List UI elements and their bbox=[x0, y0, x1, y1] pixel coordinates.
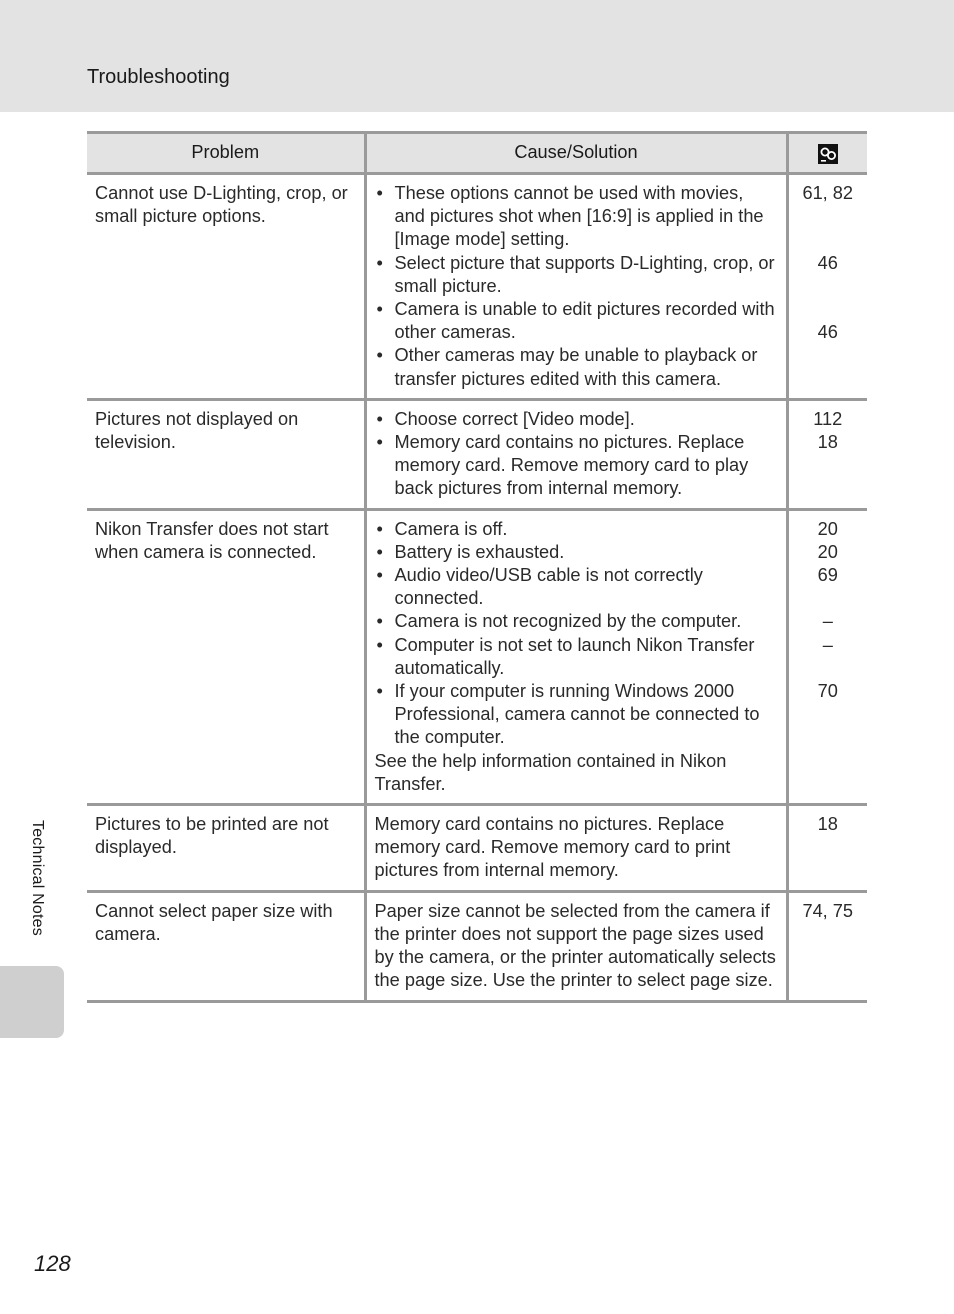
solution-item: • Camera is off. bbox=[375, 518, 778, 541]
page-reference: 20 bbox=[817, 518, 838, 539]
table-row bbox=[87, 805, 867, 892]
solution-list bbox=[375, 408, 778, 501]
problem-cell: Nikon Transfer does not start when camera is connected. bbox=[87, 509, 365, 804]
solution-item: • Choose correct [Video mode]. bbox=[375, 408, 778, 431]
column-header-reference bbox=[787, 133, 867, 174]
page-reference: 18 bbox=[817, 814, 838, 835]
section-tab bbox=[0, 966, 64, 1038]
solution-note: Paper size cannot be selected from the camera if the printer does not support the page sizes used by the camera, or the printer automatically selects the page size. Use the printer to select page size. bbox=[374, 900, 776, 991]
page-reference: 46 bbox=[817, 252, 838, 273]
page-reference-cell bbox=[787, 399, 867, 509]
solution-item: • Camera is not recognized by the computer. bbox=[375, 610, 778, 633]
table-row bbox=[87, 891, 867, 1001]
sidebar-section-label: Technical Notes bbox=[29, 820, 46, 936]
solution-item: • These options cannot be used with movies, and pictures shot when [16:9] is applied in the [Image mode] setting. bbox=[375, 182, 778, 252]
troubleshooting-table bbox=[87, 131, 867, 1003]
page-reference: 70 bbox=[817, 681, 838, 702]
page-reference: – bbox=[822, 611, 833, 632]
solution-cell bbox=[365, 805, 787, 892]
table-row bbox=[87, 174, 867, 400]
page-reference: 20 bbox=[817, 541, 838, 562]
solution-list bbox=[375, 182, 778, 391]
page-reference: 61, 82 bbox=[802, 183, 854, 203]
page-reference: 69 bbox=[817, 565, 838, 586]
page-header bbox=[0, 0, 954, 112]
solution-list bbox=[375, 518, 778, 750]
page-reference-cell bbox=[787, 174, 867, 400]
solution-item: • Other cameras may be unable to playback or transfer pictures edited with this camera. bbox=[375, 344, 778, 390]
page-reference: 74, 75 bbox=[802, 900, 854, 921]
solution-item: • Computer is not set to launch Nikon Transfer automatically. bbox=[375, 634, 778, 680]
solution-cell bbox=[365, 399, 787, 509]
column-header-problem: Problem bbox=[87, 133, 365, 174]
problem-cell: Cannot use D-Lighting, crop, or small picture options. bbox=[87, 174, 365, 400]
solution-item: • Battery is exhausted. bbox=[375, 541, 778, 564]
page-reference: 18 bbox=[817, 432, 838, 453]
problem-cell: Pictures to be printed are not displayed. bbox=[87, 805, 365, 892]
section-title: Troubleshooting bbox=[87, 66, 230, 88]
problem-cell: Cannot select paper size with camera. bbox=[87, 891, 365, 1001]
solution-item: • Select picture that supports D-Lighting, crop, or small picture. bbox=[375, 252, 778, 298]
solution-item: • Memory card contains no pictures. Replace memory card. Remove memory card to play back pictures from internal memory. bbox=[375, 431, 778, 501]
solution-note: See the help information contained in Nikon Transfer. bbox=[374, 750, 727, 794]
page-reference: 112 bbox=[813, 408, 843, 429]
solution-cell bbox=[365, 891, 787, 1001]
page-reference-cell bbox=[787, 509, 867, 804]
page-reference-cell bbox=[787, 805, 867, 892]
solution-cell bbox=[365, 509, 787, 804]
table-row bbox=[87, 509, 867, 804]
solution-item: • If your computer is running Windows 2000 Professional, camera cannot be connected to the computer. bbox=[375, 680, 778, 750]
page-reference: – bbox=[822, 634, 833, 655]
reference-page-icon bbox=[818, 144, 838, 164]
page-reference-cell bbox=[787, 891, 867, 1001]
solution-cell bbox=[365, 174, 787, 400]
solution-note: Memory card contains no pictures. Replace memory card. Remove memory card to print pictures from internal memory. bbox=[374, 814, 731, 881]
solution-item: • Camera is unable to edit pictures recorded with other cameras. bbox=[375, 298, 778, 344]
column-header-cause-solution: Cause/Solution bbox=[365, 133, 787, 174]
table-row bbox=[87, 399, 867, 509]
problem-cell: Pictures not displayed on television. bbox=[87, 399, 365, 509]
page-reference: 46 bbox=[817, 322, 838, 343]
page-number: 128 bbox=[34, 1251, 71, 1276]
table-header-row bbox=[87, 133, 867, 174]
solution-item: • Audio video/USB cable is not correctly connected. bbox=[375, 564, 778, 610]
